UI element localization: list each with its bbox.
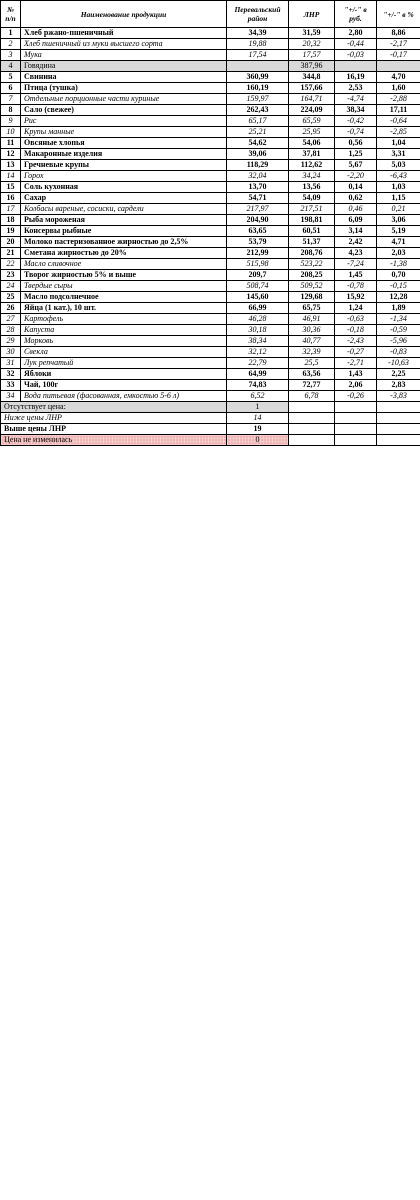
diff-rub: -7,24 [335,259,377,270]
diff-pct: -1,38 [377,259,420,270]
product-name: Мука [21,50,227,61]
row-number: 16 [1,193,21,204]
diff-rub: 0,14 [335,182,377,193]
diff-rub: 2,06 [335,380,377,391]
product-name: Молоко пастеризованное жирностью до 2,5% [21,237,227,248]
product-name: Крупы манные [21,127,227,138]
summary-empty-cell [335,402,377,413]
product-name: Свекла [21,347,227,358]
lnr-price: 13,56 [289,182,335,193]
district-price: 6,52 [227,391,289,402]
lnr-price: 54,06 [289,138,335,149]
lnr-price: 164,71 [289,94,335,105]
row-number: 10 [1,127,21,138]
row-number: 11 [1,138,21,149]
district-price: 54,71 [227,193,289,204]
lnr-price: 46,91 [289,314,335,325]
summary-label: Цена не изменилась [1,435,227,446]
district-price: 74,83 [227,380,289,391]
row-number: 29 [1,336,21,347]
district-price: 515,98 [227,259,289,270]
row-number: 24 [1,281,21,292]
diff-pct: 1,89 [377,303,420,314]
table-row [1,193,420,204]
diff-pct: -10,63 [377,358,420,369]
lnr-price: 198,81 [289,215,335,226]
table-row [1,39,420,50]
table-row [1,160,420,171]
diff-pct: 1,15 [377,193,420,204]
district-price: 217,97 [227,204,289,215]
lnr-price: 37,81 [289,149,335,160]
header-district: Перевальский район [227,1,289,28]
lnr-price: 112,62 [289,160,335,171]
summary-empty-cell [289,413,335,424]
row-number: 26 [1,303,21,314]
district-price: 204,90 [227,215,289,226]
diff-pct: 2,83 [377,380,420,391]
product-name: Свинина [21,72,227,83]
lnr-price: 25,95 [289,127,335,138]
summary-label: Выше цены ЛНР [1,424,227,435]
lnr-price: 31,59 [289,28,335,39]
diff-pct: 4,70 [377,72,420,83]
lnr-price: 51,37 [289,237,335,248]
row-number: 27 [1,314,21,325]
lnr-price: 65,59 [289,116,335,127]
district-price [227,61,289,72]
table-body [1,28,420,402]
table-row [1,336,420,347]
product-name: Лук репчатый [21,358,227,369]
table-row [1,325,420,336]
diff-pct: 2,03 [377,248,420,259]
district-price: 360,99 [227,72,289,83]
product-name: Рис [21,116,227,127]
diff-rub: -2,71 [335,358,377,369]
summary-value: 0 [227,435,289,446]
district-price: 63,65 [227,226,289,237]
diff-pct: 3,31 [377,149,420,160]
district-price: 38,34 [227,336,289,347]
diff-pct: 1,04 [377,138,420,149]
table-row [1,314,420,325]
diff-rub: -0,27 [335,347,377,358]
diff-rub: 1,45 [335,270,377,281]
district-price: 13,70 [227,182,289,193]
row-number: 23 [1,270,21,281]
district-price: 30,18 [227,325,289,336]
product-name: Сахар [21,193,227,204]
lnr-price: 30,36 [289,325,335,336]
product-name: Рыба мороженая [21,215,227,226]
row-number: 5 [1,72,21,83]
diff-pct: -0,83 [377,347,420,358]
summary-row [1,402,420,413]
diff-rub: -0,44 [335,39,377,50]
lnr-price: 523,22 [289,259,335,270]
product-name: Сало (свежее) [21,105,227,116]
diff-rub: -0,18 [335,325,377,336]
row-number: 33 [1,380,21,391]
row-number: 2 [1,39,21,50]
row-number: 32 [1,369,21,380]
diff-pct: -2,85 [377,127,420,138]
lnr-price: 63,56 [289,369,335,380]
product-name: Творог жирностью 5% и выше [21,270,227,281]
district-price: 22,79 [227,358,289,369]
row-number: 8 [1,105,21,116]
product-name: Макаронные изделия [21,149,227,160]
diff-rub: 0,62 [335,193,377,204]
table-row [1,149,420,160]
table-row [1,358,420,369]
district-price: 145,60 [227,292,289,303]
product-name: Твердые сыры [21,281,227,292]
row-number: 28 [1,325,21,336]
diff-pct: 0,21 [377,204,420,215]
diff-pct: -2,88 [377,94,420,105]
diff-pct: -2,17 [377,39,420,50]
diff-rub: 1,25 [335,149,377,160]
district-price: 65,17 [227,116,289,127]
table-row [1,369,420,380]
row-number: 14 [1,171,21,182]
summary-row [1,435,420,446]
summary-empty-cell [335,413,377,424]
header-diff-rub: "+/-" в руб. [335,1,377,28]
diff-rub: -0,03 [335,50,377,61]
table-row [1,281,420,292]
product-name: Яйца (1 кат.), 10 шт. [21,303,227,314]
diff-pct: -6,43 [377,171,420,182]
diff-rub: -0,63 [335,314,377,325]
district-price: 32,04 [227,171,289,182]
table-row [1,28,420,39]
table-row [1,259,420,270]
diff-rub: 15,92 [335,292,377,303]
product-name: Гречневые крупы [21,160,227,171]
diff-rub: 3,14 [335,226,377,237]
lnr-price: 54,09 [289,193,335,204]
product-name: Сметана жирностью до 20% [21,248,227,259]
lnr-price: 72,77 [289,380,335,391]
lnr-price: 208,76 [289,248,335,259]
lnr-price: 224,09 [289,105,335,116]
row-number: 31 [1,358,21,369]
district-price: 39,06 [227,149,289,160]
table-row [1,204,420,215]
table-row [1,116,420,127]
lnr-price: 34,24 [289,171,335,182]
summary-value: 1 [227,402,289,413]
row-number: 6 [1,83,21,94]
price-table [0,0,420,446]
district-price: 19,88 [227,39,289,50]
table-row [1,94,420,105]
summary-label: Отсутствует цена: [1,402,227,413]
lnr-price: 32,39 [289,347,335,358]
row-number: 20 [1,237,21,248]
summary-empty-cell [289,435,335,446]
summary-empty-cell [289,402,335,413]
diff-pct: -0,15 [377,281,420,292]
diff-rub: -4,74 [335,94,377,105]
product-name: Картофель [21,314,227,325]
diff-pct: -5,96 [377,336,420,347]
summary-empty-cell [335,424,377,435]
product-name: Овсяные хлопья [21,138,227,149]
diff-rub: 1,24 [335,303,377,314]
row-number: 12 [1,149,21,160]
lnr-price: 25,5 [289,358,335,369]
table-row [1,171,420,182]
diff-rub: 5,67 [335,160,377,171]
table-row [1,248,420,259]
lnr-price: 509,52 [289,281,335,292]
header-diff-pct: "+/-" в % [377,1,420,28]
diff-rub: -2,20 [335,171,377,182]
table-row [1,72,420,83]
row-number: 25 [1,292,21,303]
table-row [1,391,420,402]
lnr-price: 20,32 [289,39,335,50]
diff-rub: 38,34 [335,105,377,116]
header-lnr: ЛНР [289,1,335,28]
district-price: 25,21 [227,127,289,138]
diff-pct [377,61,420,72]
table-row [1,215,420,226]
diff-pct: 4,71 [377,237,420,248]
table-row [1,380,420,391]
district-price: 53,79 [227,237,289,248]
lnr-price: 40,77 [289,336,335,347]
lnr-price: 129,68 [289,292,335,303]
district-price: 118,29 [227,160,289,171]
district-price: 66,99 [227,303,289,314]
diff-pct: -0,64 [377,116,420,127]
lnr-price: 387,96 [289,61,335,72]
row-number: 7 [1,94,21,105]
table-row [1,292,420,303]
lnr-price: 344,8 [289,72,335,83]
row-number: 22 [1,259,21,270]
row-number: 21 [1,248,21,259]
summary-empty-cell [335,435,377,446]
diff-rub: -0,78 [335,281,377,292]
district-price: 34,39 [227,28,289,39]
district-price: 212,99 [227,248,289,259]
diff-pct: 1,60 [377,83,420,94]
summary-empty-cell [289,424,335,435]
product-name: Хлеб пшеничный из муки высшего сорта [21,39,227,50]
diff-rub: 2,53 [335,83,377,94]
lnr-price: 157,66 [289,83,335,94]
diff-rub: -0,26 [335,391,377,402]
summary-empty-cell [377,402,420,413]
row-number: 30 [1,347,21,358]
diff-pct: 2,25 [377,369,420,380]
table-row [1,347,420,358]
table-row [1,182,420,193]
diff-pct: -1,34 [377,314,420,325]
row-number: 15 [1,182,21,193]
diff-rub: 2,42 [335,237,377,248]
table-row [1,226,420,237]
row-number: 4 [1,61,21,72]
product-name: Птица (тушка) [21,83,227,94]
diff-pct: 17,11 [377,105,420,116]
row-number: 9 [1,116,21,127]
diff-rub: 0,46 [335,204,377,215]
row-number: 17 [1,204,21,215]
diff-pct: 5,19 [377,226,420,237]
header-num: № п/п [1,1,21,28]
diff-pct: -3,83 [377,391,420,402]
summary-label: Ниже цены ЛНР [1,413,227,424]
district-price: 159,97 [227,94,289,105]
table-row [1,138,420,149]
summary-value: 19 [227,424,289,435]
product-name: Говядина [21,61,227,72]
row-number: 18 [1,215,21,226]
diff-rub [335,61,377,72]
product-name: Колбасы вареные, сосиски, сардели [21,204,227,215]
product-name: Хлеб ржано-пшеничный [21,28,227,39]
table-row [1,303,420,314]
summary-value: 14 [227,413,289,424]
district-price: 17,54 [227,50,289,61]
diff-rub: 2,80 [335,28,377,39]
product-name: Отдельные порционные части куриные [21,94,227,105]
header-name: Наименование продукции [21,1,227,28]
summary-body [1,402,420,446]
lnr-price: 65,75 [289,303,335,314]
row-number: 19 [1,226,21,237]
row-number: 3 [1,50,21,61]
district-price: 32,12 [227,347,289,358]
diff-pct: 0,70 [377,270,420,281]
district-price: 160,19 [227,83,289,94]
diff-pct: -0,59 [377,325,420,336]
diff-rub: -0,42 [335,116,377,127]
summary-empty-cell [377,413,420,424]
diff-rub: 1,43 [335,369,377,380]
row-number: 1 [1,28,21,39]
diff-rub: -0,74 [335,127,377,138]
lnr-price: 17,57 [289,50,335,61]
diff-pct: 12,28 [377,292,420,303]
diff-pct: 3,06 [377,215,420,226]
lnr-price: 6,78 [289,391,335,402]
product-name: Морковь [21,336,227,347]
summary-row [1,413,420,424]
table-row [1,83,420,94]
lnr-price: 60,51 [289,226,335,237]
table-header-row [1,1,420,28]
product-name: Соль кухонная [21,182,227,193]
summary-row [1,424,420,435]
diff-rub: 16,19 [335,72,377,83]
table-row [1,61,420,72]
product-name: Вода питьевая (фасованная, емкостью 5-6 л) [21,391,227,402]
product-name: Масло сливочное [21,259,227,270]
summary-empty-cell [377,424,420,435]
product-name: Капуста [21,325,227,336]
district-price: 262,43 [227,105,289,116]
summary-empty-cell [377,435,420,446]
table-row [1,105,420,116]
row-number: 34 [1,391,21,402]
diff-pct: 8,86 [377,28,420,39]
district-price: 54,62 [227,138,289,149]
row-number: 13 [1,160,21,171]
diff-rub: 6,09 [335,215,377,226]
district-price: 46,28 [227,314,289,325]
table-row [1,237,420,248]
table-row [1,50,420,61]
product-name: Масло подсолнечное [21,292,227,303]
diff-pct: 5,03 [377,160,420,171]
diff-pct: 1,03 [377,182,420,193]
product-name: Горох [21,171,227,182]
diff-rub: 0,56 [335,138,377,149]
lnr-price: 208,25 [289,270,335,281]
product-name: Яблоки [21,369,227,380]
diff-rub: 4,23 [335,248,377,259]
product-name: Консервы рыбные [21,226,227,237]
table-row [1,127,420,138]
district-price: 508,74 [227,281,289,292]
district-price: 209,7 [227,270,289,281]
table-row [1,270,420,281]
product-name: Чай, 100г [21,380,227,391]
district-price: 64,99 [227,369,289,380]
diff-rub: -2,43 [335,336,377,347]
diff-pct: -0,17 [377,50,420,61]
lnr-price: 217,51 [289,204,335,215]
